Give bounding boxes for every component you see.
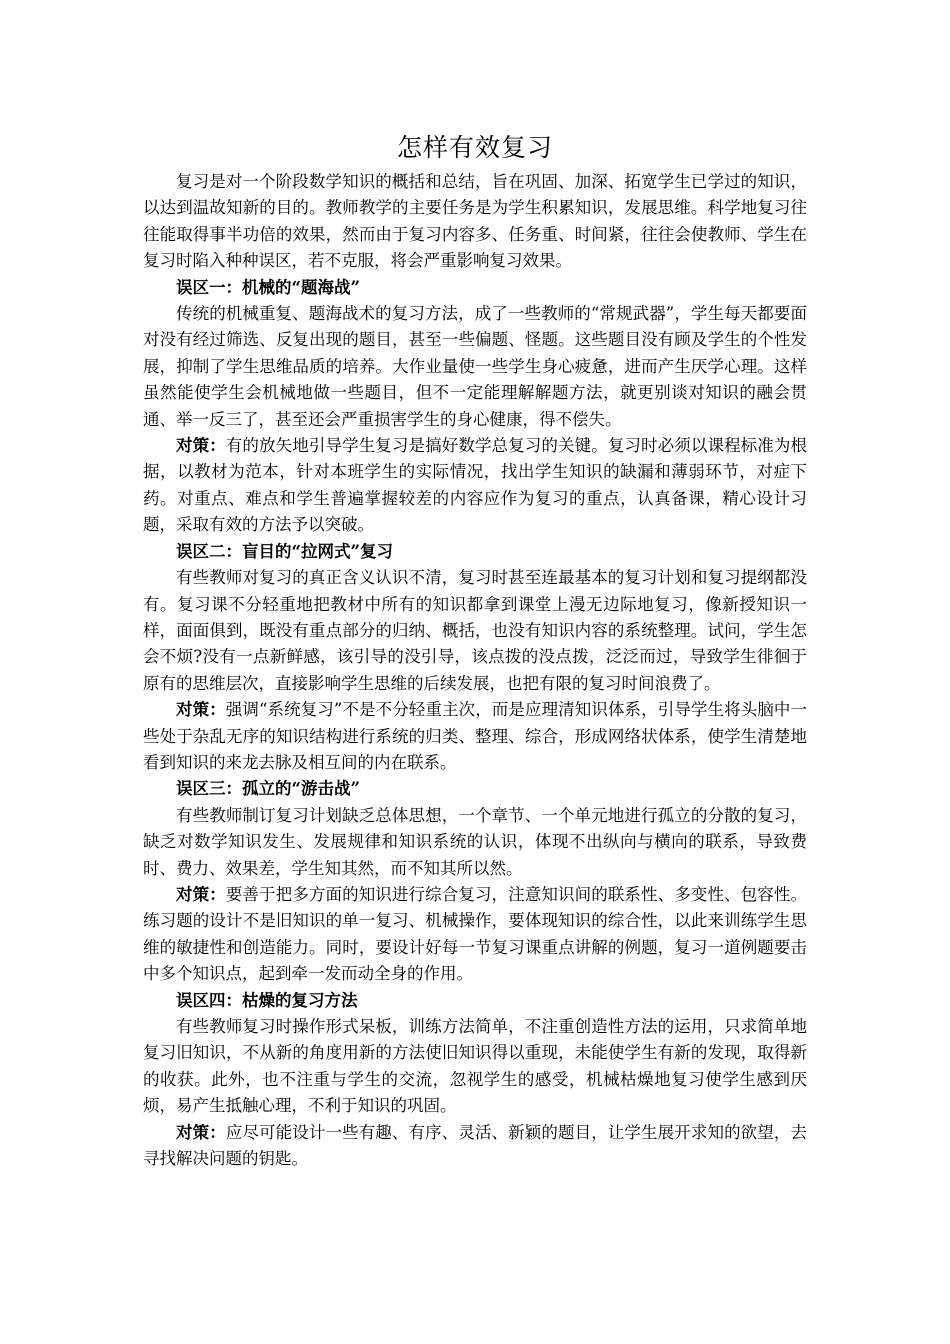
strategy-text: 强调“系统复习”不是不分轻重主次，而是应理清知识体系，引导学生将头脑中一些处于杂乱无序的知识结构进行系统的归类、整理、综合，形成网络状体系，使学生清楚地看到知识的来龙去脉及相互间的内在联系。 xyxy=(143,700,808,772)
strategy-paragraph xyxy=(143,433,807,539)
strategy-text: 有的放矢地引导学生复习是搞好数学总复习的关键。复习时必须以课程标准为根据，以教材为范本，针对本班学生的实际情况，找出学生知识的缺漏和薄弱环节，对症下药。对重点、难点和学生普遍掌握较差的内容应作为复习的重点，认真备课，精心设计习题，采取有效的方法予以突破。 xyxy=(143,436,808,535)
strategy-text: 要善于把多方面的知识进行综合复习，注意知识间的联系性、多变性、包容性。练习题的设计不是旧知识的单一复习、机械操作，要体现知识的综合性，以此来训练学生思维的敏捷性和创造能力。同时，要设计好每一节复习课重点讲解的例题，复习一道例题要击中多个知识点，起到牵一发而动全身的作用。 xyxy=(143,884,808,984)
document-page xyxy=(143,128,807,1172)
strategy-label: 对策： xyxy=(176,884,226,904)
section-body: 传统的机械重复、题海战术的复习方法，成了一些教师的“常规武器”，学生每天都要面对没有经过筛选、反复出现的题目，甚至一些偏题、怪题。这些题目没有顾及学生的个性发展，抑制了学生思维品质的培养。大作业量使一些学生身心疲惫，进而产生厌学心理。这样虽然能使学生会机械地做一些题目，但不一定能理解解题方法，就更别谈对知识的融会贯通、举一反三了，甚至还会严重损害学生的身心健康，得不偿失。 xyxy=(143,304,807,429)
section-heading: 误区四：枯燥的复习方法 xyxy=(176,990,358,1010)
strategy-label: 对策： xyxy=(176,1122,226,1142)
document-title: 怎样有效复习 xyxy=(396,133,553,162)
section-heading: 误区一：机械的“题海战” xyxy=(176,277,360,297)
section-heading: 误区三：孤立的“游击战” xyxy=(176,779,360,799)
strategy-paragraph xyxy=(143,882,807,988)
strategy-text: 应尽可能设计一些有趣、有序、灵活、新颖的题目，让学生展开求知的欲望，去寻找解决问题的钥匙。 xyxy=(143,1122,808,1169)
section-heading: 误区二：盲目的“拉网式”复习 xyxy=(176,541,393,561)
strategy-paragraph xyxy=(143,697,807,776)
strategy-label: 对策： xyxy=(176,700,226,720)
intro-paragraph: 复习是对一个阶段数学知识的概括和总结，旨在巩固、加深、拓宽学生已学过的知识，以达到温故知新的目的。教师教学的主要任务是为学生积累知识，发展思维。科学地复习往往能取得事半功倍的效果，然而由于复习内容多、任务重、时间紧，往往会使教师、学生在复习时陷入种种误区，若不克服，将会严重影响复习效果。 xyxy=(143,172,807,271)
section-body: 有些教师对复习的真正含义认识不清，复习时甚至连最基本的复习计划和复习提纲都没有。复习课不分轻重地把教材中所有的知识都拿到课堂上漫无边际地复习，像新授知识一样，面面俱到，既没有重点部分的归纳、概括，也没有知识内容的系统整理。试问，学生怎会不烦?没有一点新鲜感，该引导的没引导，该点拨的没点拨，泛泛而过，导致学生徘徊于原有的思维层次，直接影响学生思维的后续发展，也把有限的复习时间浪费了。 xyxy=(143,568,807,693)
section-body: 有些教师复习时操作形式呆板，训练方法简单，不注重创造性方法的运用，只求简单地复习旧知识，不从新的角度用新的方法使旧知识得以重现，未能使学生有新的发现，取得新的收获。此外，也不注重与学生的交流，忽视学生的感受，机械枯燥地复习使学生感到厌烦，易产生抵触心理，不利于知识的巩固。 xyxy=(143,1017,807,1116)
section-body: 有些教师制订复习计划缺乏总体思想，一个章节、一个单元地进行孤立的分散的复习，缺乏对数学知识发生、发展规律和知识系统的认识，体现不出纵向与横向的联系，导致费时、费力、效果差，学生知其然，而不知其所以然。 xyxy=(143,805,807,878)
strategy-paragraph xyxy=(143,1120,807,1173)
strategy-label: 对策： xyxy=(176,436,226,456)
